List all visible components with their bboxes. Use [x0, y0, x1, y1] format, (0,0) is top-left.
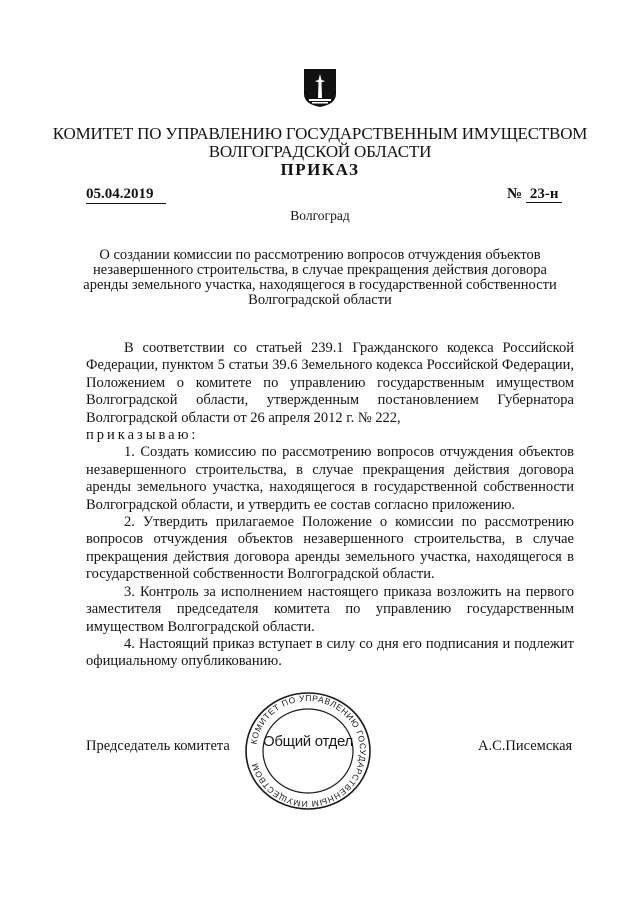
signatory-name: А.С.Писемская: [478, 738, 573, 754]
document-body: [86, 340, 574, 671]
document-number: [507, 185, 575, 203]
preamble-text: В соответствии со статьей 239.1 Гражданского кодекса Российской Федерации, пунктом 5 статьи 39.6 Земельного кодекса Российской Федерации, Положением о комитете по управлению государственным имуществом Волгоградской области, утвержденным постановлением Губернатора Волгоградской области от 26 апреля 2012 г. № 222,: [86, 340, 574, 426]
document-type: ПРИКАЗ: [280, 160, 360, 179]
org-name-line2: ВОЛГОГРАДСКОЙ ОБЛАСТИ: [208, 142, 432, 161]
document-subject: О создании комиссии по рассмотрению вопросов отчуждения объектов незавершенного строительства, в случае прекращения действия договора аренды земельного участка, находящегося в государственной собственности Волгоградской области: [83, 247, 557, 308]
svg-text:КОМИТЕТ ПО УПРАВЛЕНИЮ ГОСУДАРС: [248, 693, 368, 809]
org-name-line1: КОМИТЕТ ПО УПРАВЛЕНИЮ ГОСУДАРСТВЕННЫМ ИМУЩЕСТВОМ: [52, 124, 588, 143]
office-stamp: [243, 691, 373, 811]
stamp-ring-text: КОМИТЕТ ПО УПРАВЛЕНИЮ ГОСУДАРСТВЕННЫМ ИМУЩЕСТВОМ: [248, 692, 369, 810]
item-3: 3. Контроль за исполнением настоящего приказа возложить на первого заместителя председателя комитета по управлению государственным имуществом Волгоградской области.: [86, 583, 574, 635]
order-word: приказываю:: [86, 427, 199, 444]
number-prefix: №: [507, 186, 523, 202]
signatory-title: Председатель комитета: [86, 738, 230, 754]
item-2: 2. Утвердить прилагаемое Положение о комиссии по рассмотрению вопросов отчуждения объектов незавершенного строительства, в случае прекращения действия договора аренды земельного участка, находящегося в государственной собственности Волгоградской области.: [86, 514, 574, 583]
preamble-paragraph: [86, 340, 574, 444]
document-date: 05.04.2019: [86, 185, 166, 204]
item-4: 4. Настоящий приказ вступает в силу со дня его подписания и подлежит официальному опубликованию.: [86, 635, 574, 670]
number-value: 23-н: [526, 186, 563, 203]
city: Волгоград: [290, 208, 350, 223]
coat-of-arms-icon: [303, 68, 337, 108]
item-1: 1. Создать комиссию по рассмотрению вопросов отчуждения объектов незавершенного строительства, в случае прекращения действия договора аренды земельного участка, находящегося в государственной собственности Волгоградской области, и утвердить ее состав согласно приложению.: [86, 444, 574, 513]
stamp-label: Общий отдел: [263, 733, 353, 750]
